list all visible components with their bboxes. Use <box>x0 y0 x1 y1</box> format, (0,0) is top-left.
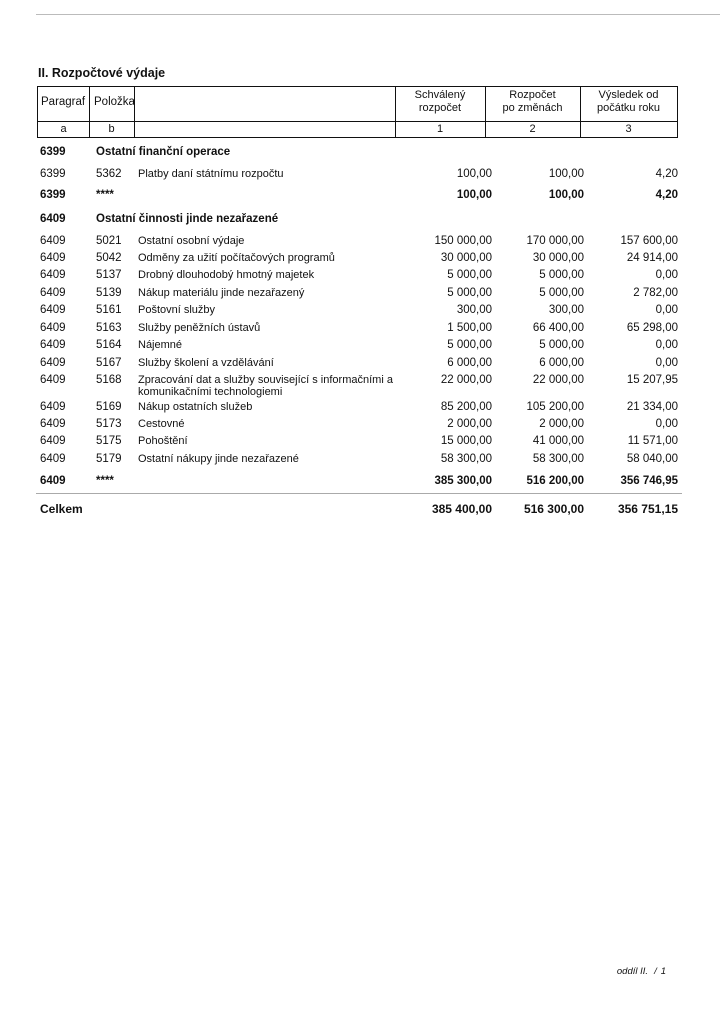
row-polozka: 5173 <box>96 418 122 430</box>
row-value-schvaleny: 5 000,00 <box>447 287 492 299</box>
header-schvaleny <box>395 89 485 115</box>
total-value-vysledek: 356 746,95 <box>620 475 678 487</box>
table-row <box>0 304 724 320</box>
row-paragraf: 6409 <box>40 418 66 430</box>
header-sub-a: a <box>60 123 67 135</box>
row-value-po-zmenach: 58 300,00 <box>532 453 584 465</box>
row-paragraf: 6409 <box>40 235 66 247</box>
row-value-schvaleny: 22 000,00 <box>440 374 492 386</box>
footer-separator: / <box>654 966 657 977</box>
row-value-vysledek: 0,00 <box>655 269 678 281</box>
header-schvaleny-line1: Schválený <box>414 89 466 101</box>
row-value-schvaleny: 150 000,00 <box>434 235 492 247</box>
row-value-vysledek: 65 298,00 <box>626 322 678 334</box>
row-paragraf: 6409 <box>40 252 66 264</box>
row-value-po-zmenach: 41 000,00 <box>532 435 584 447</box>
row-paragraf: 6409 <box>40 322 66 334</box>
row-paragraf: 6409 <box>40 304 66 316</box>
table-row <box>0 339 724 355</box>
total-polozka: **** <box>96 189 114 201</box>
group-name: Ostatní činnosti jinde nezařazené <box>96 213 279 225</box>
row-value-po-zmenach: 105 200,00 <box>526 401 584 413</box>
row-value-schvaleny: 300,00 <box>456 304 492 316</box>
row-value-po-zmenach: 100,00 <box>548 168 584 180</box>
group-total-row <box>0 189 724 205</box>
table-row <box>0 269 724 285</box>
section-title: II. Rozpočtové výdaje <box>38 66 166 80</box>
grand-total-schvaleny: 385 400,00 <box>431 502 492 516</box>
row-value-vysledek: 58 040,00 <box>626 453 678 465</box>
total-divider <box>36 493 682 494</box>
grand-total-vysledek: 356 751,15 <box>617 502 678 516</box>
total-paragraf: 6399 <box>40 189 66 201</box>
total-value-schvaleny: 385 300,00 <box>434 475 492 487</box>
row-text: Ostatní osobní výdaje <box>138 235 245 247</box>
row-paragraf: 6409 <box>40 435 66 447</box>
header-divider <box>38 121 677 122</box>
row-text: Drobný dlouhodobý hmotný majetek <box>138 269 315 281</box>
header-po-zmenach <box>485 89 580 115</box>
row-paragraf: 6409 <box>40 357 66 369</box>
row-polozka: 5168 <box>96 374 122 386</box>
row-polozka: 5021 <box>96 235 122 247</box>
table-row <box>0 435 724 451</box>
row-value-vysledek: 157 600,00 <box>620 235 678 247</box>
row-text: Zpracování dat a služby související s informačními a komunikačními technologiemi <box>138 374 393 398</box>
header-po-zmenach-line1: Rozpočet <box>509 89 556 101</box>
row-value-po-zmenach: 6 000,00 <box>539 357 584 369</box>
row-paragraf: 6399 <box>40 168 66 180</box>
row-text: Služby peněžních ústavů <box>138 322 261 334</box>
row-polozka: 5163 <box>96 322 122 334</box>
header-sub-2: 2 <box>529 123 536 135</box>
table-header <box>37 86 678 138</box>
row-value-schvaleny: 58 300,00 <box>440 453 492 465</box>
row-value-po-zmenach: 2 000,00 <box>539 418 584 430</box>
group-total-row <box>0 475 724 491</box>
table-row <box>0 287 724 303</box>
header-sub-3: 3 <box>625 123 632 135</box>
header-polozka: Položka <box>94 96 135 108</box>
grand-total-label: Celkem <box>40 502 83 516</box>
row-text: Cestovné <box>138 418 185 430</box>
row-polozka: 5137 <box>96 269 122 281</box>
header-vysledek-line1: Výsledek od <box>598 89 659 101</box>
header-schvaleny-line2: rozpočet <box>418 102 462 114</box>
row-polozka: 5139 <box>96 287 122 299</box>
row-text: Ostatní nákupy jinde nezařazené <box>138 453 299 465</box>
row-polozka: 5362 <box>96 168 122 180</box>
table-row <box>0 453 724 469</box>
total-value-po-zmenach: 100,00 <box>548 189 584 201</box>
row-value-po-zmenach: 30 000,00 <box>532 252 584 264</box>
row-polozka: 5169 <box>96 401 122 413</box>
row-text: Poštovní služby <box>138 304 216 316</box>
group-code: 6399 <box>40 146 66 158</box>
row-value-vysledek: 21 334,00 <box>626 401 678 413</box>
row-value-vysledek: 0,00 <box>655 339 678 351</box>
row-value-vysledek: 2 782,00 <box>633 287 678 299</box>
header-sub-1: 1 <box>436 123 444 135</box>
row-paragraf: 6409 <box>40 287 66 299</box>
row-value-po-zmenach: 300,00 <box>548 304 584 316</box>
row-value-schvaleny: 30 000,00 <box>440 252 492 264</box>
total-value-schvaleny: 100,00 <box>456 189 492 201</box>
group-heading <box>0 213 724 229</box>
table-row <box>0 357 724 373</box>
row-value-po-zmenach: 66 400,00 <box>532 322 584 334</box>
table-row <box>0 374 724 400</box>
header-po-zmenach-line2: po změnách <box>502 102 563 114</box>
header-divider <box>134 87 135 137</box>
row-value-vysledek: 0,00 <box>655 357 678 369</box>
row-value-po-zmenach: 170 000,00 <box>526 235 584 247</box>
row-polozka: 5164 <box>96 339 122 351</box>
row-paragraf: 6409 <box>40 269 66 281</box>
table-row <box>0 418 724 434</box>
table-row <box>0 235 724 251</box>
row-text: Platby daní státnímu rozpočtu <box>138 168 284 180</box>
row-value-vysledek: 11 571,00 <box>627 435 678 447</box>
row-text: Nákup ostatních služeb <box>138 401 253 413</box>
table-row <box>0 252 724 268</box>
row-polozka: 5042 <box>96 252 122 264</box>
group-code: 6409 <box>40 213 66 225</box>
row-value-po-zmenach: 5 000,00 <box>539 287 584 299</box>
row-text: Nájemné <box>138 339 183 351</box>
header-vysledek-line2: počátku roku <box>597 102 660 114</box>
row-text: Pohoštění <box>138 435 188 447</box>
row-polozka: 5167 <box>96 357 122 369</box>
total-paragraf: 6409 <box>40 475 66 487</box>
table-row <box>0 401 724 417</box>
row-polozka: 5175 <box>96 435 122 447</box>
grand-total-row <box>0 502 724 518</box>
row-value-schvaleny: 5 000,00 <box>447 269 492 281</box>
total-value-po-zmenach: 516 200,00 <box>526 475 584 487</box>
row-value-schvaleny: 5 000,00 <box>447 339 492 351</box>
row-value-schvaleny: 100,00 <box>456 168 492 180</box>
row-value-vysledek: 15 207,95 <box>626 374 678 386</box>
group-name: Ostatní finanční operace <box>96 146 231 158</box>
row-value-schvaleny: 15 000,00 <box>440 435 492 447</box>
row-value-schvaleny: 1 500,00 <box>447 322 492 334</box>
total-polozka: **** <box>96 475 114 487</box>
top-rule <box>36 14 720 15</box>
row-value-po-zmenach: 5 000,00 <box>539 269 584 281</box>
row-value-vysledek: 0,00 <box>655 304 678 316</box>
row-value-schvaleny: 6 000,00 <box>447 357 492 369</box>
row-text: Odměny za užití počítačových programů <box>138 252 335 264</box>
row-polozka: 5161 <box>96 304 122 316</box>
row-value-vysledek: 24 914,00 <box>626 252 678 264</box>
header-vysledek <box>580 89 677 115</box>
page-footer <box>617 966 666 977</box>
row-paragraf: 6409 <box>40 453 66 465</box>
row-value-schvaleny: 2 000,00 <box>447 418 492 430</box>
row-polozka: 5179 <box>96 453 122 465</box>
row-value-vysledek: 4,20 <box>655 168 678 180</box>
row-text: Služby školení a vzdělávání <box>138 357 274 369</box>
group-heading <box>0 146 724 162</box>
row-paragraf: 6409 <box>40 374 66 386</box>
row-value-schvaleny: 85 200,00 <box>440 401 492 413</box>
header-paragraf: Paragraf <box>41 96 86 108</box>
footer-page: 1 <box>660 966 666 977</box>
row-value-po-zmenach: 22 000,00 <box>532 374 584 386</box>
header-sub-b: b <box>108 123 115 135</box>
row-paragraf: 6409 <box>40 401 66 413</box>
row-paragraf: 6409 <box>40 339 66 351</box>
grand-total-po-zmenach: 516 300,00 <box>523 502 584 516</box>
row-text: Nákup materiálu jinde nezařazený <box>138 287 305 299</box>
footer-section: oddíl II. <box>616 966 649 977</box>
row-value-vysledek: 0,00 <box>655 418 678 430</box>
total-value-vysledek: 4,20 <box>655 189 678 201</box>
table-row <box>0 322 724 338</box>
row-value-po-zmenach: 5 000,00 <box>539 339 584 351</box>
table-row <box>0 168 724 184</box>
